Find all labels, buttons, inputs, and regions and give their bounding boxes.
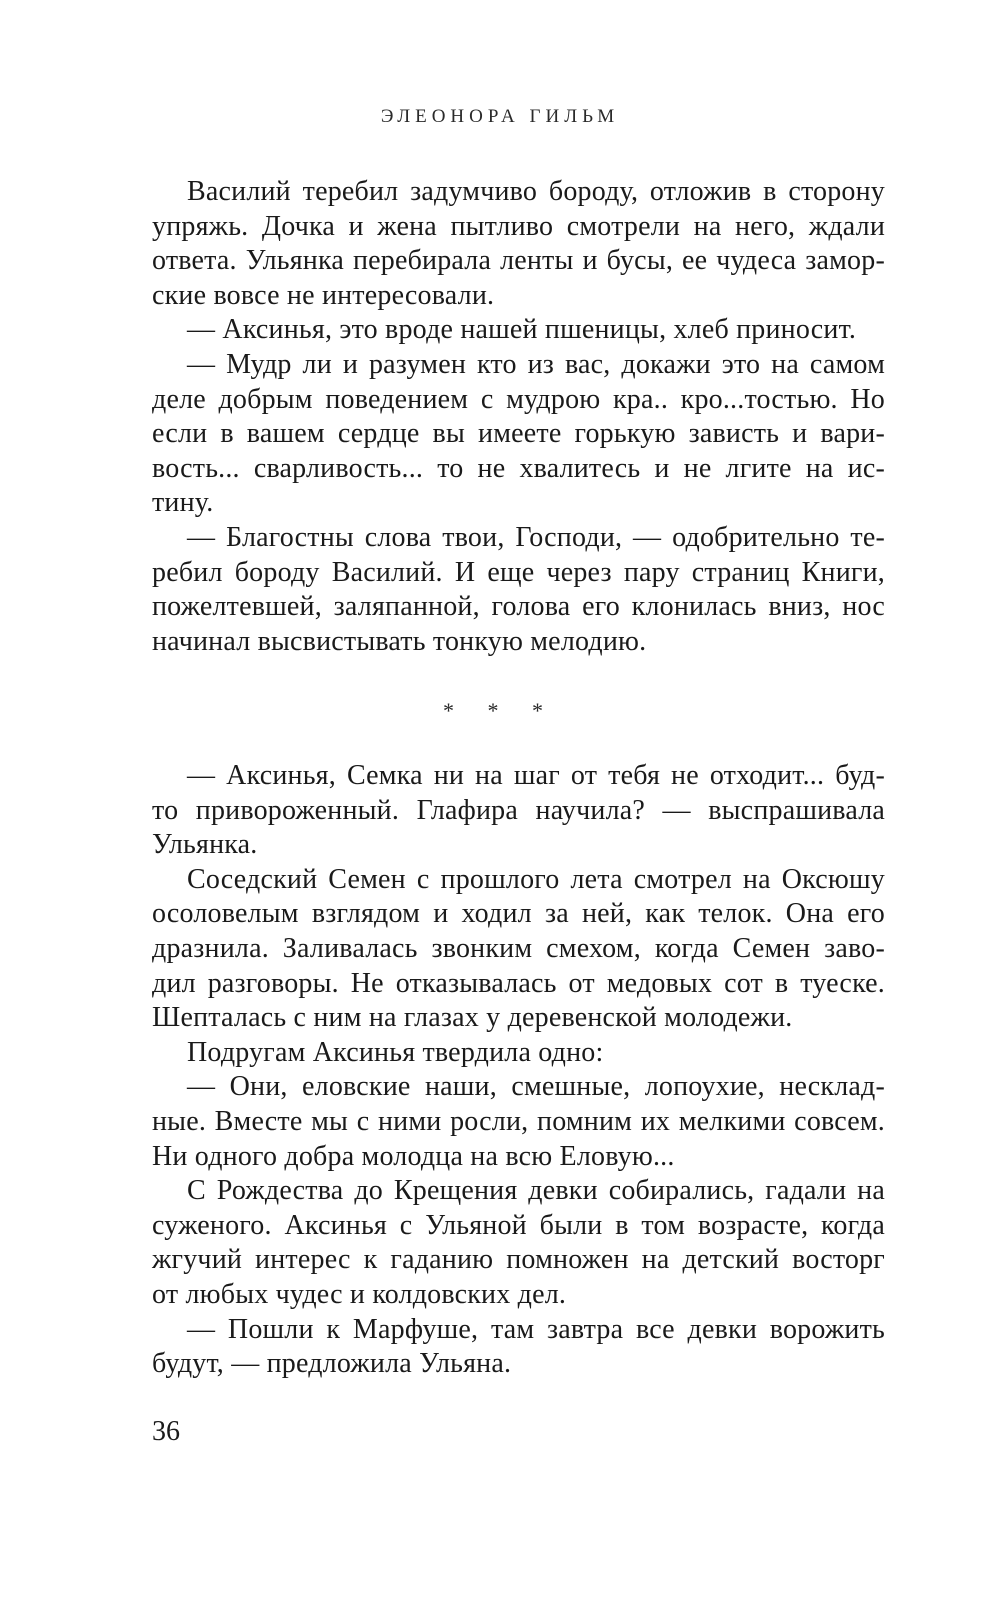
text-line: Ни одного добра молодца на всю Еловую... [152,1140,675,1172]
text-line: от любых чудес и колдовских дел. [152,1278,567,1310]
text-line: вость... сварливость... то не хвалитесь и не лгите на ис- [152,452,885,484]
text-line: упряжь. Дочка и жена пытливо смотрели на него, ждали [152,210,885,242]
section-divider: * * * [443,698,557,723]
page-number: 36 [152,1416,180,1447]
text-line: тину. [152,487,214,519]
text-line: Подругам Аксинья твердила одно: [187,1036,604,1068]
text-line: деле добрым поведением с мудрою кра.. кро...тостью. Но [152,383,885,415]
text-line: — Аксинья, Семка ни на шаг от тебя не отходит... буд- [187,760,885,791]
text-line: Ульянка. [152,829,258,861]
text-line: пожелтевшей, заляпанной, голова его клонилась вниз, нос [152,591,885,623]
text-line: суженого. Аксинья с Ульяной были в том возрасте, когда [152,1209,885,1241]
text-line: осоловелым взглядом и ходил за ней, как телок. Она его [152,898,885,930]
text-line: то привороженный. Глафира научила? — выспрашивала [152,794,885,826]
text-line: жгучий интерес к гаданию помножен на детский восторг [152,1244,885,1276]
text-line: дразнила. Заливалась звонким смехом, когда Семен заво- [152,932,885,964]
text-line: — Они, еловские наши, смешные, лопоухие, несклад- [187,1071,885,1103]
running-head-author: ЭЛЕОНОРА ГИЛЬМ [380,106,620,127]
text-line: ответа. Ульянка перебирала ленты и бусы, ее чудеса замор- [152,245,885,277]
text-line: — Благостны слова твои, Господи, — одобрительно те- [187,521,885,553]
text-line: дил разговоры. Не отказывалась от медовых сот в туеске. [152,967,885,999]
text-section-1 [152,175,885,659]
text-line: ские вовсе не интересовали. [152,279,495,311]
text-line: Василий теребил задумчиво бороду, отложив в сторону [187,176,885,207]
text-line: начинал высвистывать тонкую мелодию. [152,625,647,657]
text-line: — Мудр ли и разумен кто из вас, докажи это на самом [187,348,885,380]
text-line: будут, — предложила Ульяна. [152,1348,512,1380]
text-line: Шепталась с ним на глазах у деревенской молодежи. [152,1002,793,1034]
text-line: С Рождества до Крещения девки собирались, гадали на [187,1175,885,1207]
text-line: — Аксинья, это вроде нашей пшеницы, хлеб приносит. [187,314,857,346]
text-line: ные. Вместе мы с ними росли, помним их мелкими совсем. [152,1105,885,1137]
text-line: если в вашем сердце вы имеете горькую зависть и вари- [152,418,885,450]
text-line: Соседский Семен с прошлого лета смотрел на Оксюшу [187,863,885,895]
text-section-2 [152,759,885,1382]
text-line: — Пошли к Марфуше, там завтра все девки ворожить [187,1313,885,1345]
text-line: ребил бороду Василий. И еще через пару страниц Книги, [152,556,885,588]
